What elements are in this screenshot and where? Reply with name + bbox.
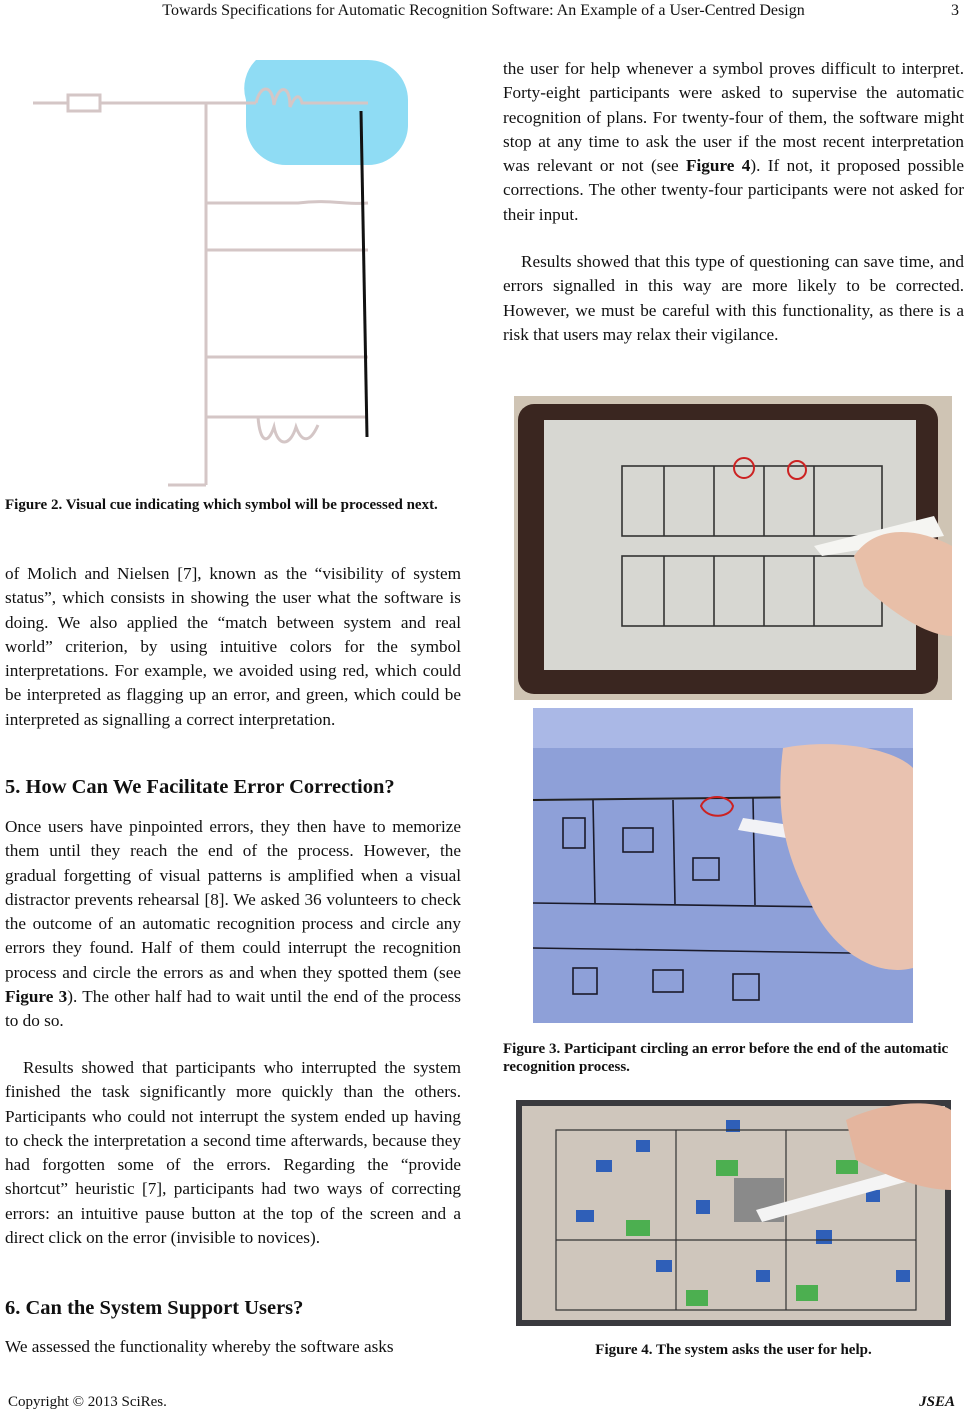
section-5-heading: 5. How Can We Facilitate Error Correction? (5, 776, 395, 798)
page-number: 3 (951, 2, 959, 19)
paragraph-visibility: of Molich and Nielsen [7], known as the “visibility of system status”, which consists in showing the user what the software is doing. We also applied the “match between system and real world” criterion, by using intuitive colors for the symbol interpretations. For example, we avoided using red, which could be interpreted as flagging up an error, and green, which could be interpreted as signalling a correct interpretation. (5, 564, 461, 729)
paragraph-questioning-results: Results showed that this type of questioning can save time, and errors signalled in this way are more likely to be corrected. However, we must be careful with this functionality, as there is a risk that users may relax their vigilance. (503, 252, 964, 344)
figure-2-caption: Figure 2. Visual cue indicating which symbol will be processed next. (5, 497, 438, 513)
figure-3-reference: Figure 3 (5, 987, 68, 1007)
figure-2-image (28, 55, 458, 487)
figure-4-reference: Figure 4 (686, 156, 751, 176)
running-header: Towards Specifications for Automatic Recognition Software: An Example of a User-Centred Design (162, 2, 805, 19)
copyright-notice: Copyright © 2013 SciRes. (8, 1394, 167, 1410)
figure-4-caption: Figure 4. The system asks the user for help. (595, 1342, 872, 1358)
paragraph-error-memorize: Once users have pinpointed errors, they then have to memorize them until they reach the end of the process. However, the gradual forgetting of visual patterns is amplified when a visual distractor prevents rehearsal [8]. We asked 36 volunteers to check the outcome of an automatic recognition process and circle any errors they found. Half of them could interrupt the recognition process and circle the errors as and when they spotted them (see Figure 3). The other half had to wait until the end of the process to do so. (5, 817, 461, 1031)
paragraph-interrupt-results: Results showed that participants who interrupted the system finished the task significantly more quickly than the others. Participants who could not interrupt the system ended up having to check the interpretation a second time afterwards, because they had forgotten some of the errors. Regarding the “provide shortcut” heuristic [7], participants had two ways of correcting errors: an intuitive pause button at the top of the screen and a direct click on the error (invisible to novices). (5, 1058, 461, 1248)
paragraph-user-help: the user for help whenever a symbol proves difficult to interpret. Forty-eight participants were asked to supervise the automatic recognition of plans. For twenty-four of them, the software might stop at any time to ask the user if the most recent interpretation was relevant or not (see Figure 4). If not, it proposed possible corrections. The other twenty-four participants were not asked for their input. (503, 59, 964, 224)
figure-3-photo-top (514, 396, 952, 700)
paragraph-software-asks: We assessed the functionality whereby the software asks (5, 1337, 394, 1356)
figure-3-photo-bottom (533, 708, 913, 1023)
section-6-heading: 6. Can the System Support Users? (5, 1297, 304, 1319)
processing-cue-highlight (244, 60, 408, 165)
journal-abbreviation: JSEA (919, 1394, 955, 1410)
figure-3-caption: Figure 3. Participant circling an error before the end of the automatic recognition process. (503, 1041, 949, 1075)
figure-4-photo (516, 1100, 951, 1326)
